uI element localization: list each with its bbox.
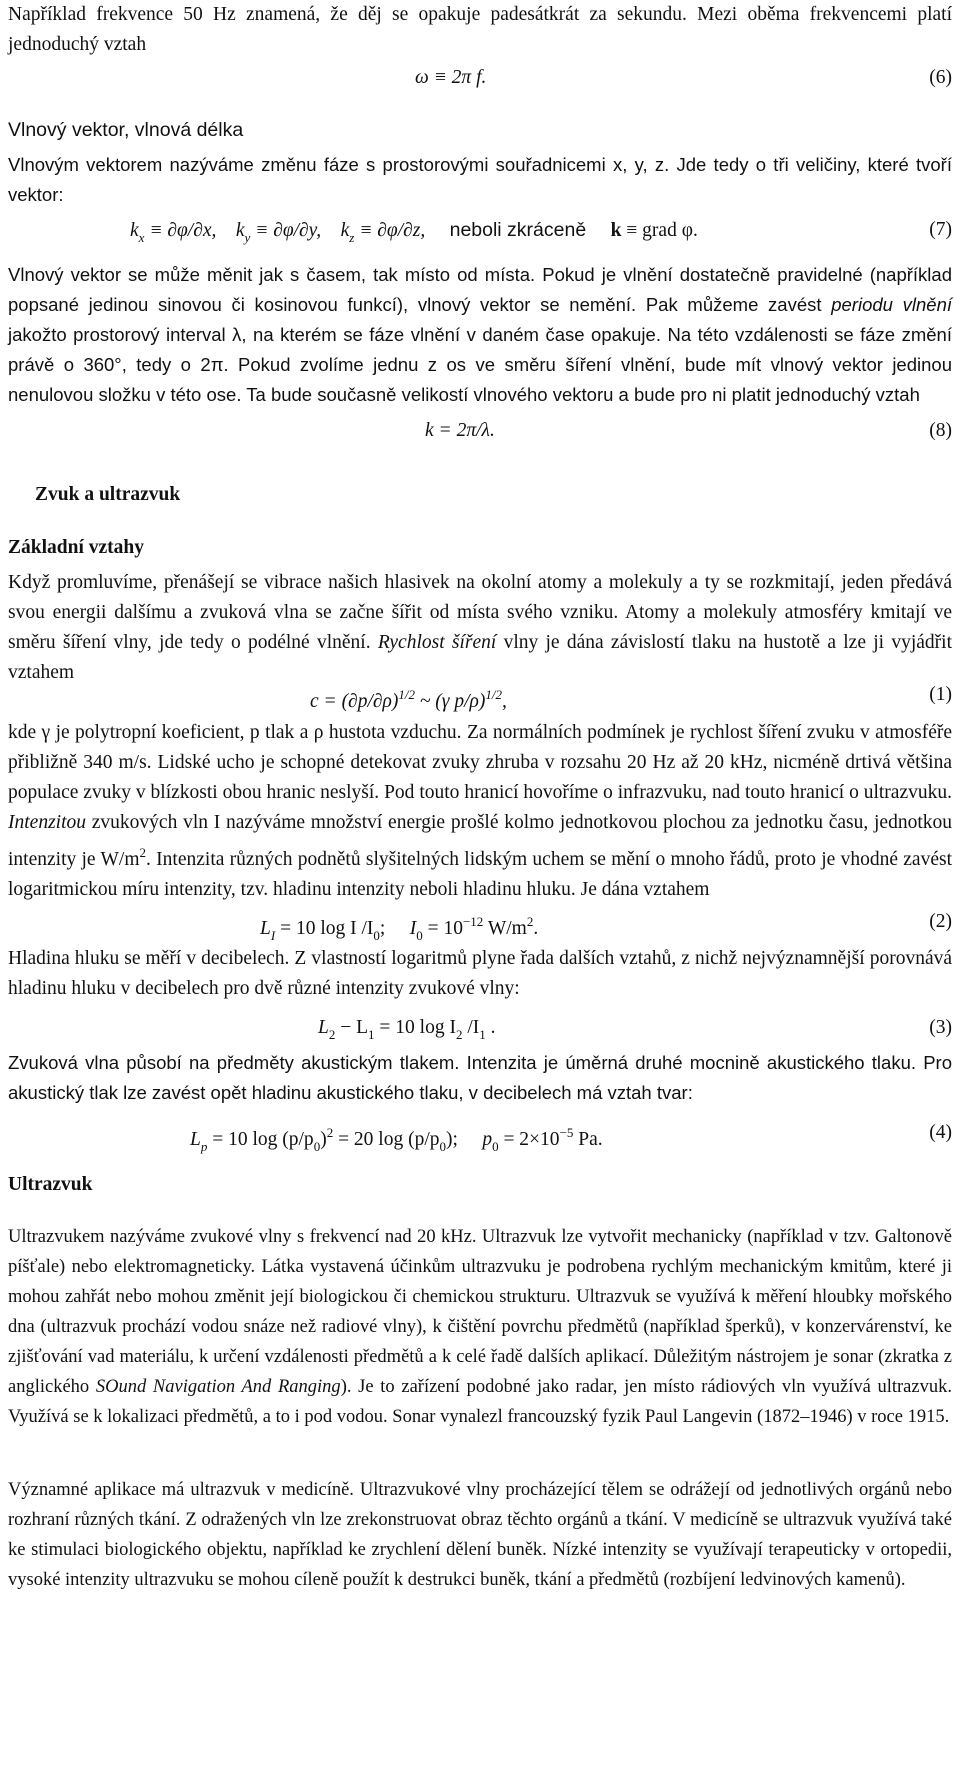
term-sonar-expansion: SOund Navigation And Ranging — [95, 1377, 341, 1397]
paragraph-change-part1: Vlnový vektor se může měnit jak s časem, tak místo od místa. Pokud je vlnění dostatečně pravidelné (například popsané jedinou sinovou či kosinovou funkcí), vlnový vektor se nemění. Pak můžeme zavést — [8, 264, 952, 315]
paragraph-wave-vector-text: Vlnovým vektorem nazýváme změnu fáze s prostorovými souřadnicemi x, y, z. Jde tedy o tři veličiny, které tvoří vektor: — [8, 154, 952, 205]
paragraph-intro — [8, 0, 952, 60]
eq3-rhs: = 10 log I — [374, 1017, 456, 1038]
paragraph-basic-part2: vlny je dána závislostí tlaku na hustotě a lze ji vyjádřit vztahem — [8, 632, 953, 683]
eq1-exp1: 1/2 — [398, 687, 415, 702]
paragraph-gamma-part2: zvukových vln I nazýváme množství energie prošlé kolmo jednotkovou plochou za jednotku času, jednotkou intenzity je W/m — [8, 812, 952, 870]
paragraph-change-part2: jakožto prostorový interval λ, na kterém se fáze vlnění v daném čase opakuje. Na této vzdálenosti se fáze změní právě o 360°, tedy o 2π. Pokud zvolíme jednu z os ve směru šíření vlnění, bude mít vlnový vektor jedinou nenulovou složku v této ose. Ta bude současně velikostí vlnového vektoru a bude pro ni platit jednoduchý vztah — [8, 324, 952, 405]
eq4-b-sub: 0 — [439, 1139, 447, 1154]
eq7-kx-sub: x — [138, 230, 145, 245]
term-propagation-speed: Rychlost šíření — [377, 632, 497, 653]
eq2-unit-exp: 2 — [526, 914, 534, 929]
eq3-I1-sub: 1 — [479, 1027, 486, 1042]
paragraph-gamma — [8, 718, 952, 905]
paragraph-ultrasound-part2: ). Je to zařízení podobné jako radar, jen místo rádiových vln využívá ultrazvuk. Využívá se k lokalizaci předmětů, a to i pod vodou. Sonar vynalezl francouzský fyzik Paul Langevin (1872–1946) v roce 1915. — [8, 1377, 952, 1427]
heading-sound: Zvuk a ultrazvuk — [35, 484, 181, 505]
eq4-p0: p — [482, 1129, 493, 1150]
paragraph-pressure — [8, 1048, 952, 1108]
eq4-p0-sub: 0 — [492, 1139, 499, 1154]
eq1-end: , — [501, 691, 507, 712]
equation-4 — [190, 1118, 603, 1162]
eq1-mid: ~ (γ p/ρ) — [414, 691, 486, 712]
paragraph-level-text: Hladina hluku se měří v decibelech. Z vlastností logaritmů plyne řada dalších vztahů, z nichž nejvýznamnější porovnává hladinu hluku v decibelech pro dvě různé intenzity zvukové vlny: — [8, 948, 952, 999]
paragraph-medicine-text: Významné aplikace má ultrazvuk v medicíně. Ultrazvukové vlny procházející tělem se odrážejí od jednotlivých orgánů nebo rozhraní různých tkání. Z odražených vln lze zrekonstruovat obraz těchto orgánů a tkání. V medicíně se ultrazvuk využívá také ke stimulaci biologického objektu, například ke zrychlení dělení buněk. Nízké intenzity se využívají terapeuticky v ortopedii, vysoké intenzity ultrazvuku se mohou cíleně použít k destrukci buněk, tkání a předmětů (rozbíjení ledvinových kamenů). — [8, 1480, 952, 1590]
equation-3 — [318, 1013, 496, 1050]
equation-6: ω ≡ 2π f. — [415, 67, 487, 88]
eq7-kz-rhs: ≡ ∂φ/∂z, — [354, 220, 426, 241]
paragraph-gamma-sup: 2 — [139, 845, 147, 860]
eq2-rhs-sub: 0 — [373, 928, 380, 943]
equation-8-number: (8) — [929, 420, 952, 441]
eq2-unit: W/m — [483, 918, 527, 939]
paragraph-gamma-part3: . Intenzita různých podnětů slyšitelných lidským uchem se mění o mnoho řádů, proto je vhodné zavést logaritmickou míru intenzity, tzv. hladinu intenzity neboli hladinu hluku. Je dána vztahem — [8, 849, 952, 900]
eq2-semicolon: ; — [379, 918, 386, 939]
eq4-a-sub: 0 — [313, 1139, 321, 1154]
eq3-L2-sub: 2 — [328, 1027, 336, 1042]
heading-ultrasound: Ultrazvuk — [8, 1174, 93, 1195]
paragraph-basic — [8, 568, 952, 688]
paragraph-level — [8, 944, 952, 1004]
term-wave-period: periodu vlnění — [831, 294, 952, 315]
equation-3-number: (3) — [929, 1017, 952, 1038]
paragraph-gamma-part1: kde γ je polytropní koeficient, p tlak a ρ hustota vzduchu. Za normálních podmínek je rychlost šíření zvuku v atmosféře přibližně 340 m/s. Lidské ucho je schopné detekovat zvuky zhruba v rozsahu 20 Hz až 20 kHz, nicméně drtivá většina populace zvuky v blízkosti obou hranic neslyší. Pod touto hranicí hovoříme o infrazvuku, nad touto hranicí o ultrazvuku. — [8, 722, 952, 803]
eq4-unit: Pa. — [573, 1129, 603, 1150]
eq3-L1-sub: 1 — [368, 1027, 375, 1042]
equation-7-number: (7) — [929, 219, 952, 240]
eq4-a: = 10 log (p/p — [207, 1129, 314, 1150]
equation-2-number: (2) — [929, 911, 952, 932]
eq4-a-exp: 2 — [326, 1125, 334, 1140]
eq2-I0: I — [409, 918, 417, 939]
eq3-dot: . — [485, 1017, 496, 1038]
eq4-b-close: ); — [446, 1129, 458, 1150]
term-intensity: Intenzitou — [8, 812, 86, 833]
eq3-minus: − L — [335, 1017, 369, 1038]
eq7-ky-sub: y — [244, 230, 251, 245]
paragraph-wave-vector — [8, 150, 952, 210]
heading-basic: Základní vztahy — [8, 537, 144, 558]
paragraph-intro-text: Například frekvence 50 Hz znamená, že děj se opakuje padesátkrát za sekundu. Mezi oběma frekvencemi platí jednoduchý vztah — [8, 4, 952, 55]
eq7-ky-rhs: ≡ ∂φ/∂y, — [250, 220, 322, 241]
eq4-a-close: ) — [320, 1129, 327, 1150]
eq7-ky: k — [235, 220, 245, 241]
eq3-slash: /I — [462, 1017, 480, 1038]
equation-1-number: (1) — [929, 684, 952, 705]
eq7-kx-rhs: ≡ ∂φ/∂x, — [144, 220, 217, 241]
eq4-L: L — [190, 1129, 201, 1150]
paragraph-pressure-text: Zvuková vlna působí na předměty akustickým tlakem. Intenzita je úměrná druhé mocnině akustického tlaku. Pro akustický tlak lze zavést opět hladinu akustického tlaku, v decibelech má vztah tvar: — [8, 1052, 952, 1103]
paragraph-basic-part1: Když promluvíme, přenášejí se vibrace našich hlasivek na okolní atomy a molekuly a ty se rozkmitají, jeden předává svou energii dalšímu a zvuková vlna se začne šířit od místa svého vzniku. Atomy a molekuly atmosféry kmitají ve směru šíření vlny, jde tedy o podélné vlnění. — [8, 572, 952, 653]
eq2-L: L — [260, 918, 271, 939]
eq2-dot: . — [533, 918, 539, 939]
eq4-L-sub: p — [200, 1139, 208, 1154]
eq7-kx: k — [130, 220, 139, 241]
eq4-p0-exp: −5 — [559, 1125, 574, 1140]
heading-wave-vector: Vlnový vektor, vlnová délka — [8, 119, 244, 141]
eq3-L2: L — [318, 1017, 329, 1038]
eq2-L-sub: I — [270, 928, 276, 943]
eq7-grad: ≡ grad φ. — [621, 220, 698, 241]
equation-8: k = 2π/λ. — [425, 420, 495, 441]
eq4-b: = 20 log (p/p — [333, 1129, 440, 1150]
eq7-kz-sub: z — [349, 230, 355, 245]
eq2-I0-exp: −12 — [462, 914, 484, 929]
equation-6-number: (6) — [929, 67, 952, 88]
eq4-p0-rhs: = 2×10 — [498, 1129, 560, 1150]
eq1-exp2: 1/2 — [485, 687, 502, 702]
eq7-short-label: neboli zkráceně — [449, 219, 587, 241]
eq7-k-vector: k — [610, 220, 622, 241]
eq1-left: c = (∂p/∂ρ) — [310, 691, 399, 712]
eq7-kz: k — [340, 220, 350, 241]
eq2-rhs: = 10 log I /I — [275, 918, 374, 939]
paragraph-medicine — [8, 1475, 952, 1595]
paragraph-change — [8, 260, 952, 410]
paragraph-ultrasound — [8, 1222, 952, 1432]
eq3-I2-sub: 2 — [455, 1027, 463, 1042]
equation-1 — [310, 680, 507, 717]
eq2-I0-rhs: = 10 — [422, 918, 463, 939]
eq2-I0-sub: 0 — [416, 928, 423, 943]
equation-7 — [130, 215, 698, 253]
paragraph-ultrasound-part1: Ultrazvukem nazýváme zvukové vlny s frekvencí nad 20 kHz. Ultrazvuk lze vytvořit mechanicky (například v tzv. Galtonově píšťale) nebo elektromagneticky. Látka vystavená účinkům ultrazvuku je podrobena rychlým mechanickým kmitům, které ji mohou zahřát nebo mohou změnit její biologickou či chemickou strukturu. Ultrazvuk se využívá k měření hloubky mořského dna (ultrazvuk prochází vodou snáze než radiové vlny), k čištění povrchu předmětů (například šperků), v konzervárenství, ke zjišťování vad materiálu, k určení vzdálenosti předmětů a k celé řadě dalších aplikací. Důležitým nástrojem je sonar (zkratka z anglického — [8, 1227, 952, 1397]
equation-4-number: (4) — [929, 1122, 952, 1143]
